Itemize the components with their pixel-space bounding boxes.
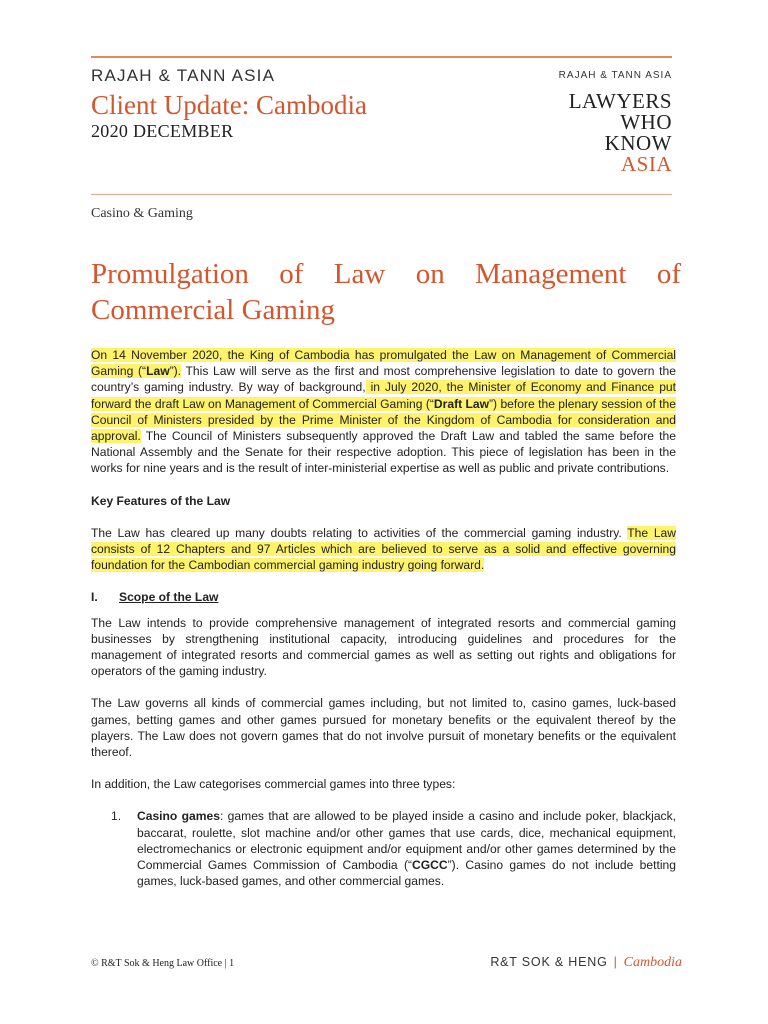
footer-firm-name: R&T SOK & HENG xyxy=(490,955,608,969)
intro-text: On 14 November 2020, the King of Cambodia has promulgated the Law on Management of Commercial Gaming (“ xyxy=(91,348,676,379)
brand-header: RAJAH & TANN ASIA xyxy=(91,66,276,85)
intro-paragraph xyxy=(91,347,676,477)
list-body: : games that are allowed to be played inside a casino and include poker, blackjack, baccarat, roulette, slot machine and/or other games that use cards, dice, mechanical equipment, electromechanics or electronic equipment and/or equipment and/or other games determined by the Commercial Games Commission of Cambodia (“ xyxy=(137,809,677,873)
logo-line-asia: ASIA xyxy=(620,152,672,176)
intro-text: ”) before the plenary session of the Council of Ministers presided by the Prime Minister of the Kingdom of Cambodia for consideration and approval. xyxy=(91,396,676,444)
footer-separator: | xyxy=(613,955,618,969)
lawyers-who-know-asia-logo xyxy=(559,70,672,175)
top-rule xyxy=(91,56,672,58)
logo-brand: RAJAH & TANN ASIA xyxy=(558,70,672,81)
key-features-heading: Key Features of the Law xyxy=(91,493,231,508)
list-number-text: 1. xyxy=(111,809,122,824)
section-number: I. xyxy=(91,590,98,605)
footer-country: Cambodia xyxy=(623,955,682,970)
footer-firm-logo xyxy=(490,955,682,971)
section-heading xyxy=(91,589,676,605)
paragraph-text: The Law has cleared up many doubts relating to activities of the commercial gaming industry. xyxy=(91,525,628,540)
list-item xyxy=(91,808,676,889)
client-update-title: Client Update: Cambodia xyxy=(91,90,367,120)
logo-line-lawyers: LAWYERS xyxy=(568,89,672,113)
list-number xyxy=(91,808,137,889)
document-title: Promulgation of Law on Management of Commercial Gaming xyxy=(91,258,681,326)
document-body xyxy=(91,347,676,889)
category-label: Casino & Gaming xyxy=(91,206,193,221)
footer-copyright: © R&T Sok & Heng Law Office | 1 xyxy=(91,958,235,969)
defined-term: Draft Law xyxy=(433,396,490,411)
section-divider xyxy=(91,194,672,195)
client-update-date: 2020 DECEMBER xyxy=(91,121,234,141)
highlight: The Law consists of 12 Chapters and 97 Articles which are believed to serve as a solid and effective governing foundation for the Cambodian commercial gaming industry going forward. xyxy=(91,525,676,573)
key-features-paragraph xyxy=(91,525,676,574)
list-text xyxy=(137,808,676,889)
scope-paragraph-3: In addition, the Law categorises commercial games into three types: xyxy=(91,777,456,792)
defined-term: Law xyxy=(146,364,170,379)
intro-text: in July 2020, the Minister of Economy and Finance put forward the draft Law on Management of Commercial Gaming (“ xyxy=(91,380,677,411)
list-term: Casino games xyxy=(137,809,220,824)
section-title: Scope of the Law xyxy=(119,590,219,605)
list-body: ”). Casino games do not include betting games, luck-based games, and other commercial games. xyxy=(137,858,676,889)
intro-text: The Council of Ministers subsequently approved the Draft Law and tabled the same before the National Assembly and the Senate for their respective adoption. This piece of legislation has been in the works for nine years and is the result of inter-ministerial expertise as well as public and private contributions. xyxy=(91,429,676,476)
logo-line-know: KNOW xyxy=(604,131,672,155)
logo-line-who: WHO xyxy=(620,110,672,134)
defined-term: CGCC xyxy=(412,858,448,873)
intro-text: ”). xyxy=(169,364,182,379)
intro-text: This Law will serve as the first and most comprehensive legislation to date to govern the country’s gaming industry. By way of background, xyxy=(91,364,676,395)
scope-paragraph-2: The Law governs all kinds of commercial games including, but not limited to, casino games, luck-based games, betting games and other games pursued for monetary benefits or the equivalent thereof by the players. The Law does not govern games that do not involve pursuit of monetary benefits or the equivalent thereof. xyxy=(91,696,676,760)
scope-paragraph-1: The Law intends to provide comprehensive management of integrated resorts and commercial gaming businesses by strengthening institutional capacity, introducing guidelines and procedures for the management of integrated resorts and commercial games as well as setting out rights and obligations for operators of the gaming industry. xyxy=(91,615,676,679)
